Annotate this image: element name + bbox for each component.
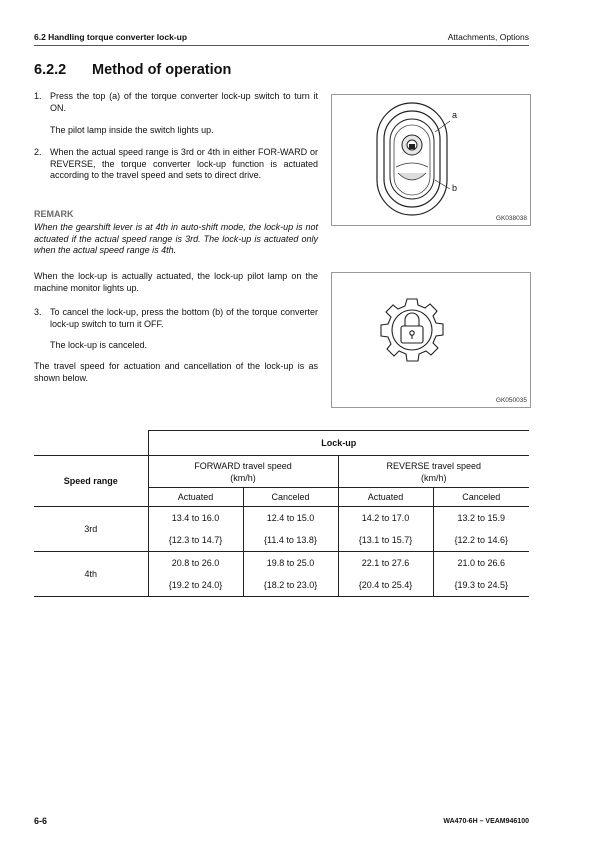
pilot-lamp-figure <box>331 272 531 408</box>
figure-code: GK038038 <box>495 215 527 222</box>
step-text: To cancel the lock-up, press the bottom (b) of the torque converter lock-up switch to turn it OFF. <box>50 307 318 329</box>
remark-heading: REMARK <box>34 209 74 219</box>
step-3 <box>34 307 318 330</box>
rev-actuated-header: Actuated <box>338 488 433 507</box>
lock-icon <box>405 313 419 326</box>
forward-header: FORWARD travel speed (km/h) <box>148 456 338 488</box>
step-2 <box>34 147 318 182</box>
reverse-header: REVERSE travel speed (km/h) <box>338 456 529 488</box>
gear-icon <box>381 299 443 361</box>
rev-canceled-header: Canceled <box>433 488 529 507</box>
step-text: When the actual speed range is 3rd or 4th in either FOR-WARD or REVERSE, the torque converter lock-up function is actuated according to the travel speed and sets to direct drive. <box>50 147 318 180</box>
step-1-note: The pilot lamp inside the switch lights up. <box>50 125 214 135</box>
table-row <box>34 552 529 597</box>
step-1 <box>34 91 318 114</box>
value-cell: 19.8 to 25.0 {18.2 to 23.0} <box>243 552 338 597</box>
header-chapter: Attachments, Options <box>447 32 529 42</box>
step-text: Press the top (a) of the torque converter lock-up switch to turn it ON. <box>50 91 318 113</box>
value-cell: 22.1 to 27.6 {20.4 to 25.4} <box>338 552 433 597</box>
section-heading: Method of operation <box>92 62 232 78</box>
header-section: 6.2 Handling torque converter lock-up <box>34 32 188 42</box>
value-cell: 13.2 to 15.9 {12.2 to 14.6} <box>433 507 529 552</box>
figure-code: GK050035 <box>495 397 527 404</box>
step-3-note: The lock-up is canceled. <box>50 340 148 350</box>
lamp-paragraph: When the lock-up is actually actuated, the lock-up pilot lamp on the machine monitor lights up. <box>34 271 318 293</box>
blank-cell <box>34 431 148 456</box>
speed-table <box>34 430 529 597</box>
range-cell: 4th <box>34 552 148 597</box>
fwd-actuated-header: Actuated <box>148 488 243 507</box>
step-number: 1. <box>34 91 42 101</box>
value-cell: 21.0 to 26.6 {19.3 to 24.5} <box>433 552 529 597</box>
document-id: WA470-6H – VEAM946100 <box>443 818 529 825</box>
lockup-switch-illustration <box>332 95 530 225</box>
lockup-lamp-illustration <box>332 273 530 407</box>
section-title <box>34 62 231 78</box>
label-a: a <box>452 110 458 120</box>
switch-figure <box>331 94 531 226</box>
header-rule <box>34 45 529 46</box>
remark-text: When the gearshift lever is at 4th in auto-shift mode, the lock-up is not actuated if the actual speed range is 3rd. The lock-up is actuated only when the actual speed range is 4th. <box>34 222 318 255</box>
step-number: 2. <box>34 147 42 157</box>
value-cell: 20.8 to 26.0 {19.2 to 24.0} <box>148 552 243 597</box>
speed-paragraph: The travel speed for actuation and cancellation of the lock-up is as shown below. <box>34 361 318 383</box>
fwd-canceled-header: Canceled <box>243 488 338 507</box>
lockup-header: Lock-up <box>148 431 529 456</box>
section-number: 6.2.2 <box>34 62 67 78</box>
range-cell: 3rd <box>34 507 148 552</box>
label-b: b <box>452 183 458 193</box>
value-cell: 14.2 to 17.0 {13.1 to 15.7} <box>338 507 433 552</box>
step-number: 3. <box>34 307 42 317</box>
value-cell: 12.4 to 15.0 {11.4 to 13.8} <box>243 507 338 552</box>
page-number: 6-6 <box>34 816 48 826</box>
table-row <box>34 507 529 552</box>
speed-range-header: Speed range <box>34 456 148 507</box>
value-cell: 13.4 to 16.0 {12.3 to 14.7} <box>148 507 243 552</box>
